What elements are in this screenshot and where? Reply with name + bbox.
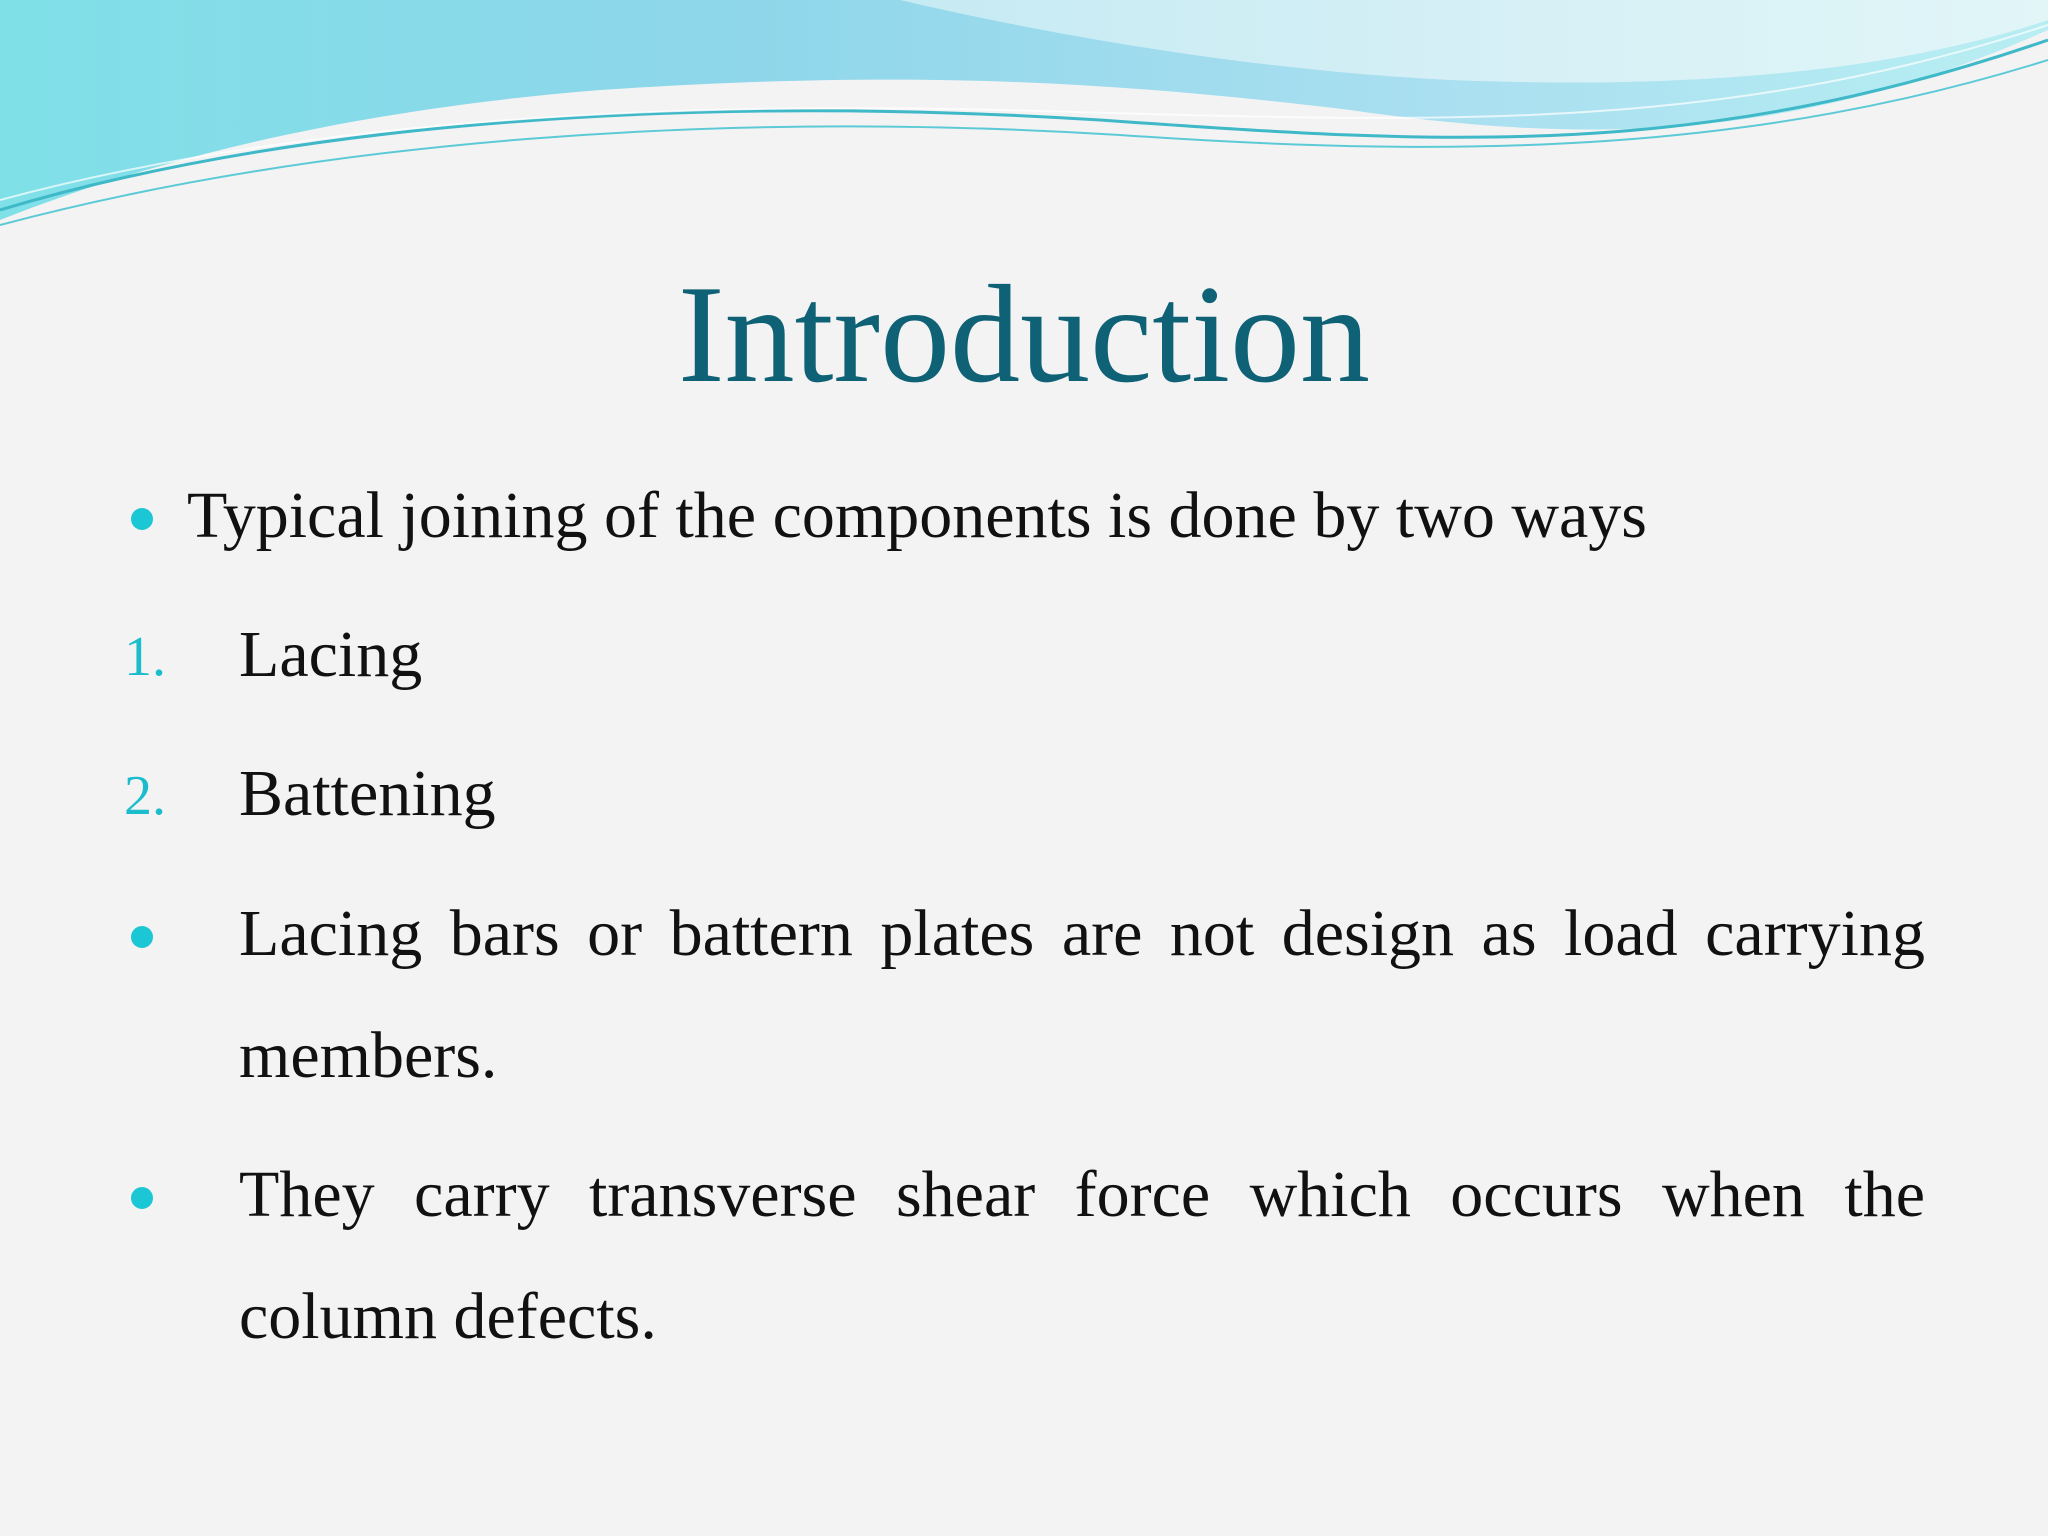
list-item-text: Lacing (239, 618, 423, 691)
list-number: 1. (124, 626, 166, 688)
list-item (0, 617, 2048, 697)
bullet-icon (131, 926, 153, 948)
list-item-text: Typical joining of the components is done by two ways (187, 479, 1647, 552)
bullet-icon (131, 1187, 153, 1209)
list-number: 2. (124, 765, 166, 827)
list-item-text-line1: They carry transverse shear force which occurs when the (239, 1158, 1925, 1231)
list-item-text-line1: Lacing bars or battern plates are not design as load carrying (239, 897, 1925, 970)
bullet-icon (131, 508, 153, 530)
list-item (0, 1157, 2048, 1357)
list-item (0, 756, 2048, 836)
list-item (0, 896, 2048, 1096)
list-item-text: Battening (239, 757, 496, 830)
list-item-text-line2: column defects. (239, 1280, 657, 1353)
list-item-text-line2: members. (239, 1019, 498, 1092)
list-item (0, 478, 2048, 558)
slide-title: Introduction (677, 257, 1371, 412)
